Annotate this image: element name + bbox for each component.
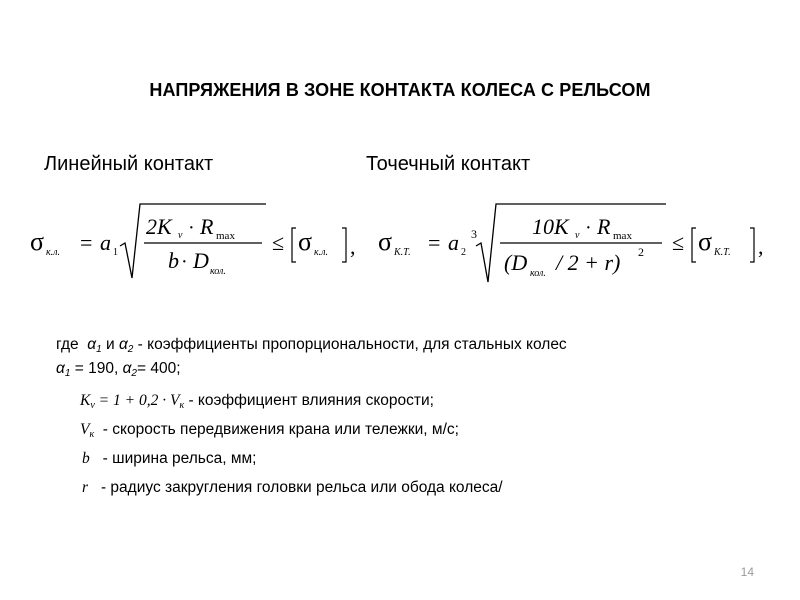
f2-den-exp: 2 — [638, 245, 644, 259]
kv-vk-sub: к — [179, 400, 185, 411]
f2-num-max: max — [613, 230, 632, 242]
f1-bracket-right — [342, 228, 346, 262]
alpha1-symbol-2: α — [56, 360, 65, 377]
f2-num-v: v — [575, 230, 580, 241]
b-line — [82, 450, 256, 468]
kv-formula: = 1 + 0,2 · V — [94, 392, 180, 409]
kv-sub: v — [90, 400, 95, 411]
f1-bracket-left — [292, 228, 296, 262]
kv-line — [80, 392, 434, 411]
b-symbol: b — [82, 450, 90, 467]
f1-coef-sub: 1 — [113, 247, 118, 258]
alpha2-symbol: α — [118, 336, 128, 353]
f1-sigma-sub: к.л. — [46, 247, 61, 258]
f2-bracket-right — [750, 228, 754, 262]
f1-le: ≤ — [272, 230, 285, 255]
f1-den-sub: кол. — [210, 266, 226, 277]
f1-eq: = — [80, 230, 93, 255]
r-symbol: r — [82, 479, 89, 496]
subtitle-linear-contact: Линейный контакт — [44, 153, 214, 175]
alpha2-symbol-2: α — [122, 360, 132, 377]
alpha-values-line — [56, 360, 181, 379]
vk-line — [80, 421, 459, 440]
f2-rhs-sub: К.Т. — [714, 247, 731, 258]
f2-tail: , — [758, 234, 764, 259]
f2-num-10k: 10K — [532, 214, 569, 239]
vk-sub: к — [89, 429, 95, 440]
f2-rhs-sigma: σ — [698, 227, 713, 256]
where-rest: - коэффициенты пропорциональности, для стальных колес — [137, 336, 567, 353]
f1-rhs-sub: к.л. — [314, 247, 329, 258]
f2-den-open: (D — [504, 250, 528, 275]
alpha2-sub-2: 2 — [131, 368, 137, 379]
f2-coef-sub: 2 — [461, 247, 466, 258]
where-line — [56, 336, 567, 355]
f1-num-r: R — [200, 214, 214, 239]
f2-sigma-sub: К.Т. — [394, 247, 411, 258]
formula-linear-contact — [28, 198, 368, 288]
f1-num-2k: 2K — [146, 214, 172, 239]
f1-sigma: σ — [30, 227, 45, 256]
f2-den-sub: кол. — [530, 268, 546, 279]
alpha1-symbol: α — [87, 336, 97, 353]
f1-rhs-sigma: σ — [298, 227, 313, 256]
alpha2-value: = 400; — [136, 360, 181, 377]
r-description: - радиус закругления головки рельса или обода колеса/ — [100, 479, 503, 496]
f1-coef: a — [100, 230, 111, 255]
f2-coef: a — [448, 230, 459, 255]
slide-title: НАПРЯЖЕНИЯ В ЗОНЕ КОНТАКТА КОЛЕСА С РЕЛЬСОМ — [149, 80, 651, 100]
f2-num-r: R — [597, 214, 611, 239]
alpha1-sub-2: 1 — [64, 368, 71, 379]
f2-den-rest: / 2 + r) — [556, 250, 621, 275]
alpha1-value: = 190, — [74, 360, 119, 377]
f2-root-index: 3 — [471, 227, 477, 241]
f1-num-max: max — [216, 230, 235, 242]
vk-description: - скорость передвижения крана или тележки, м/с; — [102, 421, 459, 438]
f1-num-v: v — [178, 230, 183, 241]
page-number: 14 — [740, 565, 754, 579]
vk-symbol: V — [80, 421, 90, 438]
subtitle-point-contact: Точечный контакт — [366, 153, 531, 175]
f1-tail: , — [350, 234, 356, 259]
f1-den-dot: · — [181, 251, 188, 273]
kv-description: - коэффициент влияния скорости; — [188, 392, 434, 409]
b-description: - ширина рельса, мм; — [102, 450, 257, 467]
alpha2-sub: 2 — [127, 344, 134, 355]
f1-den-b: b — [168, 248, 179, 273]
formula-point-contact — [376, 198, 786, 288]
f2-le: ≤ — [672, 230, 685, 255]
kv-symbol: K — [80, 392, 91, 409]
f2-eq: = — [428, 230, 441, 255]
f1-num-dot: · — [188, 217, 195, 239]
r-line — [82, 479, 503, 497]
and-word: и — [105, 336, 115, 353]
alpha1-sub: 1 — [96, 344, 102, 355]
f2-sigma: σ — [378, 227, 393, 256]
f1-den-d: D — [193, 248, 209, 273]
where-prefix: где — [56, 336, 79, 353]
f2-bracket-left — [692, 228, 696, 262]
f2-num-dot: · — [585, 217, 592, 239]
